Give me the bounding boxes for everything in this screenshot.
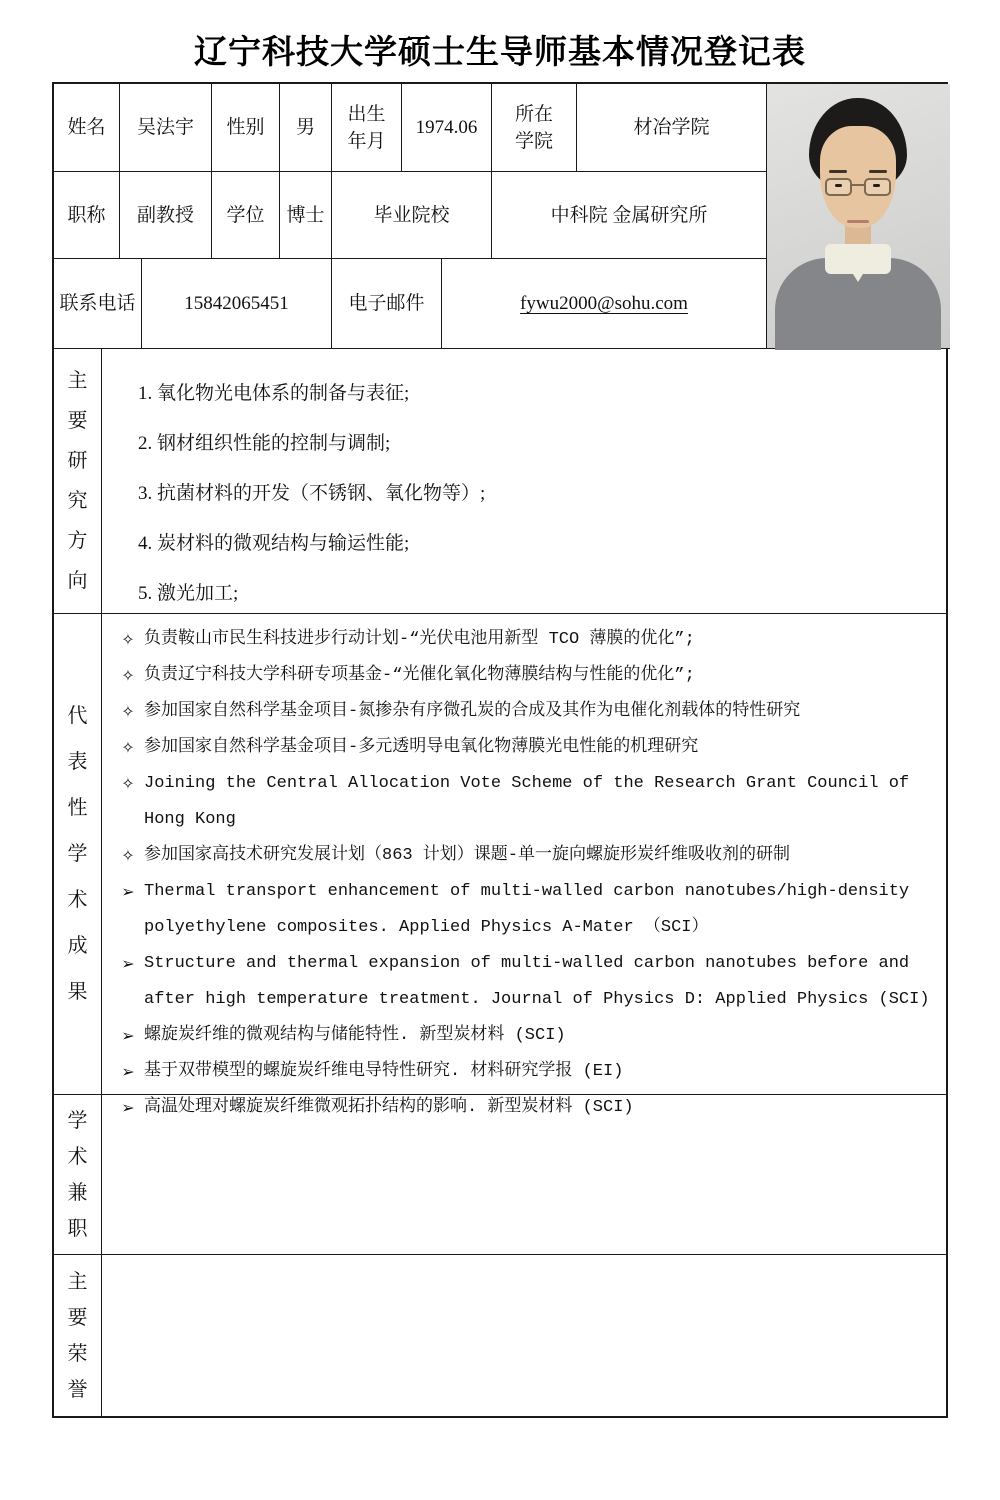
row-name-gender-birth-college — [54, 84, 767, 172]
achievements-label: 代表性学术成果 — [67, 705, 88, 1003]
arrow-bullet-icon: ➢ — [121, 954, 135, 973]
birth-label: 出生年月 — [332, 84, 402, 172]
honors-label: 主要荣誉 — [67, 1270, 88, 1401]
photo-glasses-bridge — [851, 184, 865, 186]
research-directions-section — [54, 349, 946, 614]
research-item: 5. 激光加工; — [138, 583, 239, 604]
achievement-item: ✧ 负责辽宁科技大学科研专项基金-“光催化氧化物薄膜结构与性能的优化”; — [112, 658, 940, 694]
birth-value: 1974.06 — [402, 84, 492, 172]
achievements-label-cell — [54, 614, 102, 1094]
achievement-item: ✧ 参加国家自然科学基金项目-氮掺杂有序微孔炭的合成及其作为电催化剂载体的特性研究 — [112, 694, 940, 730]
photo-face — [820, 126, 896, 228]
affiliations-label: 学术兼职 — [67, 1109, 88, 1240]
photo-glasses-right-lens — [864, 178, 891, 196]
research-directions-label-cell — [54, 349, 102, 613]
diamond-bullet-icon: ✧ — [121, 630, 135, 649]
achievement-item: ✧ 参加国家高技术研究发展计划（863 计划）课题-单一旋向螺旋形炭纤维吸收剂的研制 — [112, 838, 940, 874]
diamond-bullet-icon: ✧ — [121, 738, 135, 757]
achievement-item: ➢ 螺旋炭纤维的微观结构与储能特性. 新型炭材料 (SCI) — [112, 1018, 940, 1054]
job-title-value: 副教授 — [120, 172, 212, 259]
honors-content — [102, 1255, 946, 1416]
college-value: 材冶学院 — [577, 84, 767, 172]
achievement-item: ➢ 基于双带模型的螺旋炭纤维电导特性研究. 材料研究学报 (EI) — [112, 1054, 940, 1090]
research-item: 3. 抗菌材料的开发（不锈钢、氧化物等）; — [138, 483, 486, 504]
page-title: 辽宁科技大学硕士生导师基本情况登记表 — [194, 35, 806, 71]
profile-photo — [767, 84, 950, 349]
honors-section — [54, 1255, 946, 1416]
photo-mouth — [847, 220, 869, 223]
achievements-content — [102, 614, 946, 1117]
photo-left-eye — [835, 184, 842, 187]
college-label: 所在学院 — [492, 84, 577, 172]
photo-left-eyebrow — [829, 170, 847, 173]
email-cell — [442, 259, 767, 349]
school-value: 中科院 金属研究所 — [492, 172, 767, 259]
research-directions-label: 主要研究方向 — [67, 370, 88, 592]
achievement-item: ➢ Thermal transport enhancement of multi-walled carbon nanotubes/high-density polyethylene composites. Applied Physics A-Mater （SCI） — [112, 874, 940, 946]
arrow-bullet-icon: ➢ — [121, 1098, 135, 1117]
arrow-bullet-icon: ➢ — [121, 1026, 135, 1045]
research-directions-content — [102, 349, 946, 613]
achievement-item: ✧ Joining the Central Allocation Vote Scheme of the Research Grant Council of Hong Kong — [112, 766, 940, 838]
job-title-label: 职称 — [54, 172, 120, 259]
photo-right-eye — [873, 184, 880, 187]
diamond-bullet-icon: ✧ — [121, 666, 135, 685]
achievement-item: ✧ 负责鞍山市民生科技进步行动计划-“光伏电池用新型 TCO 薄膜的优化”; — [112, 622, 940, 658]
supervisor-form-table — [52, 82, 948, 1418]
degree-value: 博士 — [280, 172, 332, 259]
phone-label: 联系电话 — [54, 259, 142, 349]
diamond-bullet-icon: ✧ — [121, 702, 135, 721]
name-value: 吴法宇 — [120, 84, 212, 172]
row-phone-email — [54, 259, 767, 349]
diamond-bullet-icon: ✧ — [121, 774, 135, 793]
arrow-bullet-icon: ➢ — [121, 882, 135, 901]
row-title-degree-school — [54, 172, 767, 259]
affiliations-label-cell — [54, 1095, 102, 1254]
email-link[interactable]: fywu2000@sohu.com — [520, 293, 688, 314]
achievements-section — [54, 614, 946, 1117]
gender-label: 性别 — [212, 84, 280, 172]
research-item: 4. 炭材料的微观结构与输运性能; — [138, 533, 410, 554]
basic-info-section — [54, 84, 946, 349]
affiliations-section — [54, 1095, 946, 1255]
affiliations-content — [102, 1095, 946, 1254]
arrow-bullet-icon: ➢ — [121, 1062, 135, 1081]
honors-label-cell — [54, 1255, 102, 1416]
achievement-item: ✧ 参加国家自然科学基金项目-多元透明导电氧化物薄膜光电性能的机理研究 — [112, 730, 940, 766]
name-label: 姓名 — [54, 84, 120, 172]
gender-value: 男 — [280, 84, 332, 172]
photo-right-eyebrow — [869, 170, 887, 173]
diamond-bullet-icon: ✧ — [121, 846, 135, 865]
degree-label: 学位 — [212, 172, 280, 259]
achievement-item: ➢ Structure and thermal expansion of multi-walled carbon nanotubes before and after high temperature treatment. Journal of Physics D: Applied Physics (SCI) — [112, 946, 940, 1018]
email-label: 电子邮件 — [332, 259, 442, 349]
school-label: 毕业院校 — [332, 172, 492, 259]
research-item: 2. 钢材组织性能的控制与调制; — [138, 433, 391, 454]
research-item: 1. 氧化物光电体系的制备与表征; — [138, 383, 410, 404]
photo-glasses-left-lens — [825, 178, 852, 196]
achievement-item: ➢ 高温处理对螺旋炭纤维微观拓扑结构的影响. 新型炭材料 (SCI) — [112, 1090, 940, 1126]
phone-value: 15842065451 — [142, 259, 332, 349]
